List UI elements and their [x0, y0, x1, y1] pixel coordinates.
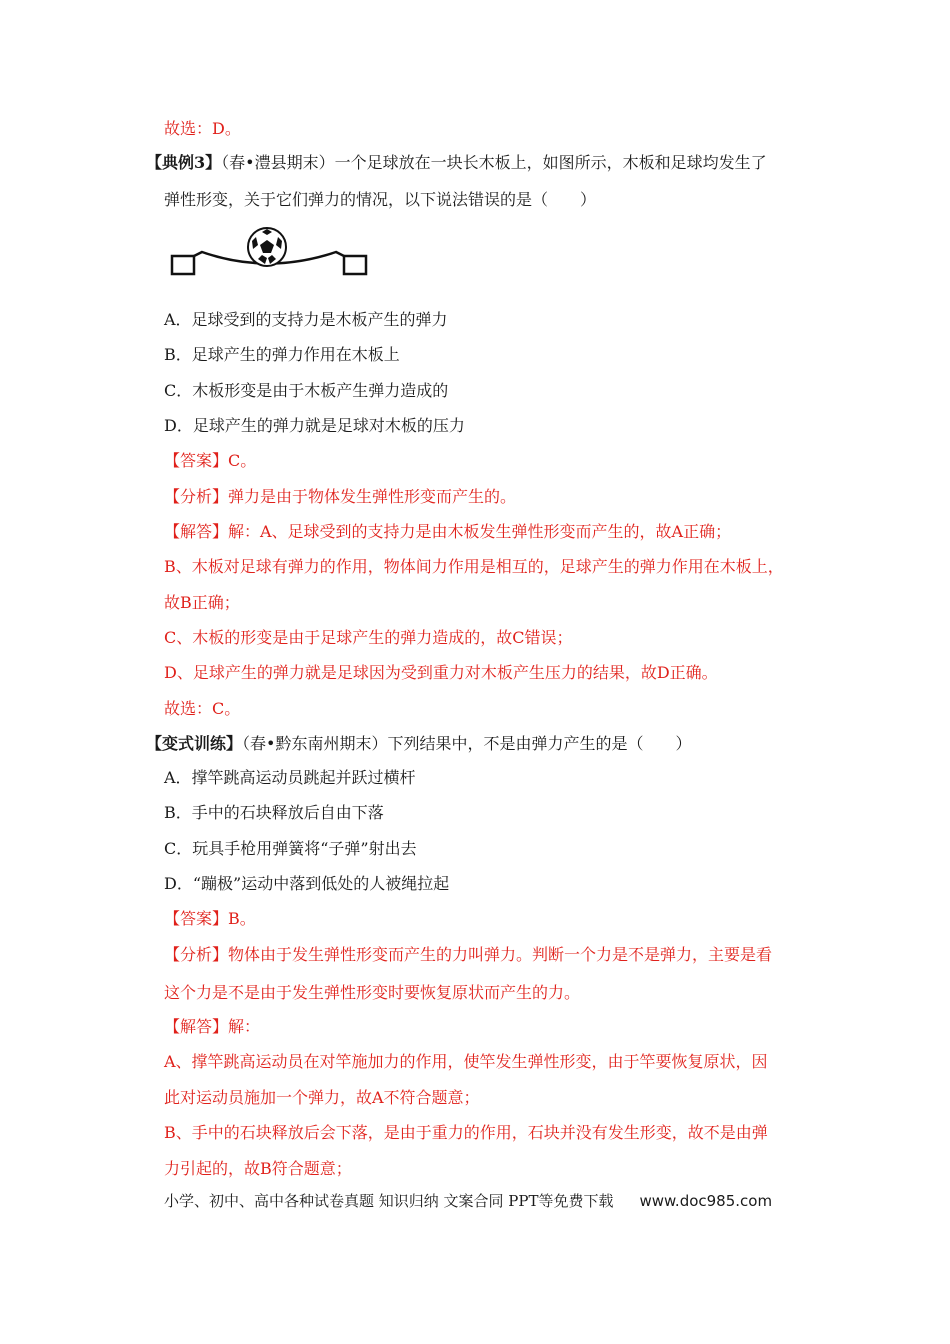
variant-question	[146, 733, 691, 755]
variant-label: 【变式训练】	[146, 734, 243, 753]
answer: 【答案】C。	[164, 451, 257, 470]
variant-question-text: （春•黔东南州期末）下列结果中，不是由弹力产生的是（ ）	[242, 734, 692, 753]
footer-text: 小学、初中、高中各种试卷真题 知识归纳 文案合同 PPT等免费下载	[164, 1192, 614, 1210]
left-support-block	[172, 256, 194, 274]
variant-answer: 【答案】B。	[164, 909, 256, 928]
option-b: B．足球产生的弹力作用在木板上	[164, 345, 400, 364]
conclusion: 故选：C。	[164, 699, 241, 718]
right-support-block	[344, 256, 366, 274]
solution-c: C、木板的形变是由于足球产生的弹力造成的，故C错误；	[164, 628, 573, 647]
solution-a: 【解答】解：A、足球受到的支持力是由木板发生弹性形变而产生的，故A正确；	[164, 522, 732, 541]
variant-option-b: B．手中的石块释放后自由下落	[164, 803, 384, 822]
variant-analysis: 【分析】物体由于发生弹性形变而产生的力叫弹力。判断一个力是不是弹力，主要是看	[164, 945, 773, 964]
football-icon	[248, 228, 286, 266]
football-on-plank-figure	[168, 223, 370, 279]
example-question-text: （春•澧县期末）一个足球放在一块长木板上，如图所示，木板和足球均发生了	[221, 153, 767, 172]
analysis: 【分析】弹力是由于物体发生弹性形变而产生的。	[164, 487, 517, 506]
example-3-question	[146, 152, 767, 174]
variant-solution-b-cont: 力引起的，故B符合题意；	[164, 1159, 352, 1178]
variant-option-d: D．“蹦极”运动中落到低处的人被绳拉起	[164, 874, 450, 893]
example-question-cont: 弹性形变，关于它们弹力的情况，以下说法错误的是（ ）	[164, 190, 597, 209]
option-a: A．足球受到的支持力是木板产生的弹力	[164, 310, 448, 329]
variant-option-a: A．撑竿跳高运动员跳起并跃过横杆	[164, 768, 416, 787]
variant-solution-a-cont: 此对运动员施加一个弹力，故A不符合题意；	[164, 1088, 480, 1107]
solution-b-cont: 故B正确；	[164, 593, 240, 612]
variant-option-c: C．玩具手枪用弹簧将“子弹”射出去	[164, 839, 417, 858]
example-label: 【典例3】	[146, 153, 222, 172]
solution-b: B、木板对足球有弹力的作用，物体间力作用是相互的，足球产生的弹力作用在木板上，	[164, 557, 784, 576]
variant-solution-a: A、撑竿跳高运动员在对竿施加力的作用，使竿发生弹性形变，由于竿要恢复原状，因	[164, 1052, 768, 1071]
previous-conclusion: 故选：D。	[164, 119, 241, 138]
variant-solution-heading: 【解答】解：	[164, 1017, 261, 1036]
variant-solution-b: B、手中的石块释放后会下落，是由于重力的作用，石块并没有发生形变，故不是由弹	[164, 1123, 768, 1142]
option-d: D．足球产生的弹力就是足球对木板的压力	[164, 416, 465, 435]
footer-url[interactable]: www.doc985.com	[639, 1192, 773, 1210]
option-c: C．木板形变是由于木板产生弹力造成的	[164, 381, 449, 400]
page-footer	[164, 1190, 772, 1211]
variant-analysis-cont: 这个力是不是由于发生弹性形变时要恢复原状而产生的力。	[164, 983, 581, 1002]
solution-d: D、足球产生的弹力就是足球因为受到重力对木板产生压力的结果，故D正确。	[164, 663, 718, 682]
